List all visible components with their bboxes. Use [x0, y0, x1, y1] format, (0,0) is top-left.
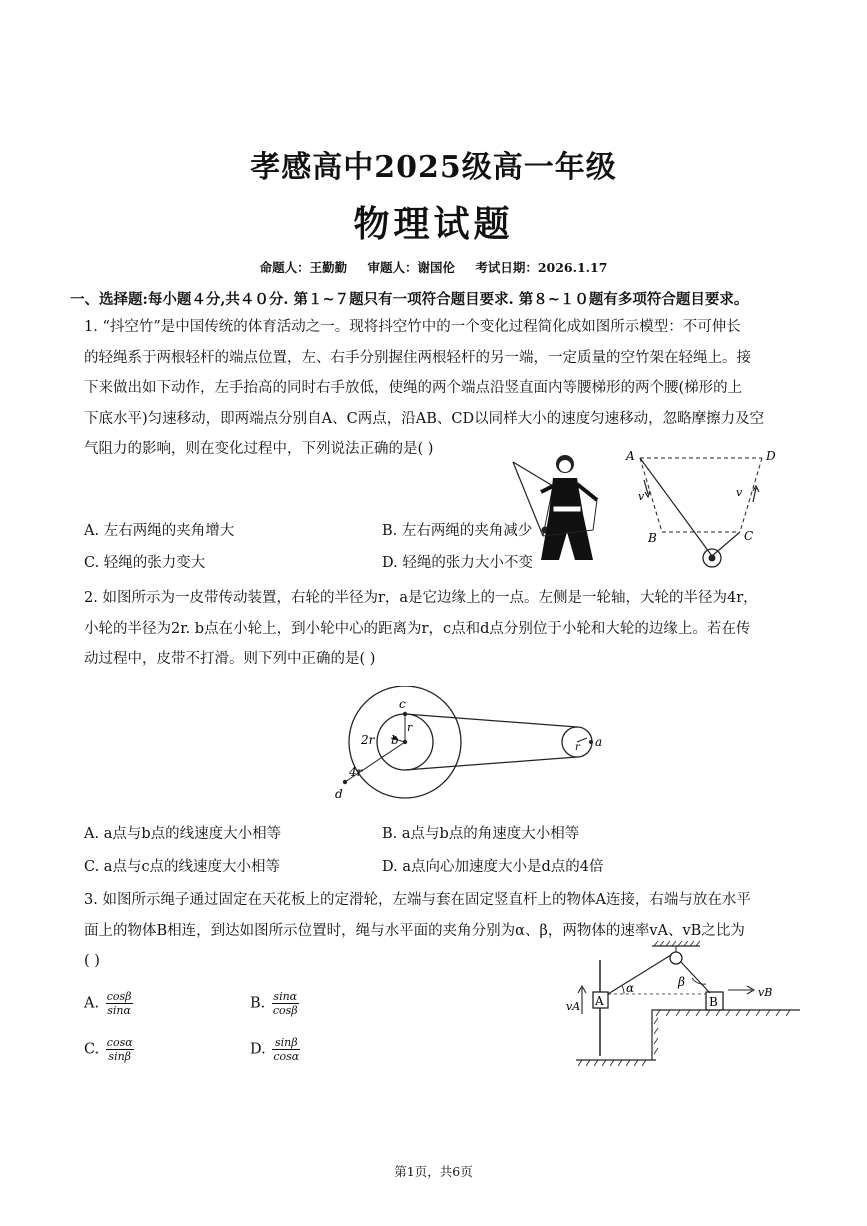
q3-option-a[interactable] [84, 990, 133, 1017]
section-heading: 一、选择题:每小题４分,共４０分. 第１~７题只有一项符合题目要求. 第８~１０题有多项符合题目要求。 [70, 291, 749, 308]
question-2-text [84, 583, 804, 675]
q2-option-b[interactable]: B. a点与b点的角速度大小相等 [382, 826, 580, 842]
label-v-left: v [638, 490, 645, 503]
q3-option-c-numerator: cosα [106, 1036, 133, 1049]
va-label: vA [566, 1000, 581, 1013]
q3-option-d[interactable] [250, 1036, 300, 1063]
q3-line: 3. 如图所示绳子通过固定在天花板上的定滑轮，左端与套在固定竖直杆上的物体A连接，右端与放在水平 [84, 892, 751, 908]
alpha-label: α [626, 981, 635, 995]
belt-drive-figure [325, 686, 615, 804]
q3-option-a-numerator: cosβ [106, 990, 132, 1003]
q1-option-b[interactable]: B. 左右两绳的夹角减少 [382, 523, 533, 539]
q3-option-b-numerator: sinα [273, 990, 298, 1003]
q3-option-a-denominator: sinα [107, 1004, 131, 1017]
q3-line: ( ) [84, 953, 100, 969]
label-D: D [766, 449, 776, 463]
q3-option-c-fraction [106, 1036, 134, 1063]
q2-line: 动过程中，皮带不打滑。则下列中正确的是( ) [84, 651, 376, 667]
q3-option-d-fraction [272, 1036, 300, 1063]
label-d: d [335, 787, 343, 801]
label-r-right: r [575, 742, 580, 753]
label-B: B [648, 531, 657, 545]
q3-option-b-label: B. [250, 995, 266, 1012]
beta-label: β [678, 975, 685, 989]
q3-line: 面上的物体B相连，到达如图所示位置时，绳与水平面的夹角分别为α、β，两物体的速率vA、vB之比为 [84, 922, 745, 939]
block-a-label: A [595, 994, 604, 1008]
pulley-system-figure [560, 938, 810, 1073]
label-r: r [407, 721, 413, 734]
q2-line: 小轮的半径为2r. b点在小轮上，到小轮中心的距离为r，c点和d点分别位于小轮和大轮的边缘上。若在传 [84, 620, 751, 637]
vb-label: vB [758, 986, 773, 999]
trapezoid-model-figure [622, 444, 782, 579]
q2-option-a[interactable]: A. a点与b点的线速度大小相等 [84, 826, 282, 842]
label-a: a [595, 735, 603, 749]
q3-option-d-label: D. [250, 1041, 266, 1058]
q2-option-d[interactable]: D. a点向心加速度大小是d点的4倍 [382, 859, 604, 875]
label-b: b [391, 733, 399, 747]
q3-option-b-denominator: cosβ [272, 1004, 298, 1017]
q3-option-d-denominator: cosα [273, 1050, 300, 1063]
exam-subject: 物理试题 [353, 203, 514, 245]
q1-line: 下底水平)匀速移动，即两端点分别自A、C两点，沿AB、CD以同样大小的速度匀速移动，忽略摩擦力及空 [84, 410, 765, 427]
reviewer: 审题人：谢国伦 [367, 260, 455, 275]
q1-option-d[interactable]: D. 轻绳的张力大小不变 [382, 555, 533, 571]
q1-option-a[interactable]: A. 左右两绳的夹角增大 [84, 523, 235, 539]
label-2r: 2r [361, 733, 375, 747]
diabolo-player-figure [505, 448, 615, 573]
q2-option-c[interactable]: C. a点与c点的线速度大小相等 [84, 859, 281, 875]
page-footer: 第1页，共6页 [394, 1164, 473, 1179]
q3-option-d-numerator: sinβ [272, 1036, 300, 1050]
q3-option-c-denominator: sinβ [108, 1050, 132, 1063]
exam-title: 孝感高中2025级高一年级 [250, 150, 617, 185]
exam-date: 考试日期：2026.1.17 [475, 260, 608, 275]
q1-line: 1. “抖空竹”是中国传统的体育活动之一。现将抖空竹中的一个变化过程简化成如图所示模型：不可伸长 [84, 319, 741, 335]
q1-line: 的轻绳系于两根轻杆的端点位置，左、右手分别握住两根轻杆的另一端，一定质量的空竹架在轻绳上。接 [84, 349, 751, 366]
q3-option-a-fraction [106, 990, 133, 1017]
q1-option-c[interactable]: C. 轻绳的张力变大 [84, 555, 206, 571]
block-b-label: B [709, 995, 718, 1009]
setter: 命题人：王勤勤 [259, 260, 348, 275]
exam-meta [0, 258, 867, 276]
q1-line: 气阻力的影响，则在变化过程中，下列说法正确的是( ) [84, 441, 434, 457]
q2-line: 2. 如图所示为一皮带传动装置，右轮的半径为r，a是它边缘上的一点。左侧是一轮轴，大轮的半径为4r， [84, 590, 758, 606]
label-v-right: v [736, 486, 743, 499]
label-C: C [744, 529, 754, 543]
label-4r: 4r [349, 765, 363, 779]
q3-option-a-label: A. [84, 995, 100, 1012]
q3-option-c[interactable] [84, 1036, 134, 1063]
label-A: A [626, 449, 635, 463]
q3-option-c-label: C. [84, 1041, 100, 1058]
q3-option-b[interactable] [250, 990, 299, 1017]
q3-option-b-fraction [272, 990, 299, 1017]
label-c: c [399, 697, 406, 711]
q1-line: 下来做出如下动作，左手抬高的同时右手放低，使绳的两个端点沿竖直面内等腰梯形的两个腰(梯形的上 [84, 380, 743, 396]
question-1-text [84, 312, 804, 465]
